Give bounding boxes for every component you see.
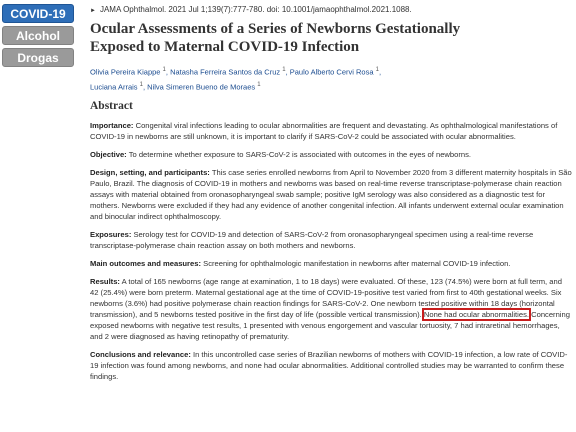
section-text: Serology test for COVID-19 and detection of SARS-CoV-2 from oronasopharyngeal specimen using a real-time reverse transcriptase-polymerase chain reaction assay on both mothers and newborns. (90, 230, 534, 250)
abstract-conclusions (90, 349, 572, 382)
abstract-exposures (90, 229, 572, 251)
section-label: Importance: (90, 121, 134, 130)
caret-right-icon: ► (90, 8, 96, 14)
section-label: Exposures: (90, 230, 132, 239)
section-text: To determine whether exposure to SARS-CoV-2 is associated with outcomes in the eyes of newborns. (128, 150, 472, 159)
affiliation-marker[interactable]: 1 (375, 67, 379, 73)
affiliation-marker[interactable]: 1 (139, 81, 143, 88)
abstract-importance (90, 120, 572, 142)
author-link[interactable]: Natasha Ferreira Santos da Cruz (170, 67, 281, 77)
section-text: Screening for ophthalmologic manifestation in newborns after maternal COVID-19 infection. (203, 259, 511, 268)
abstract-objective (90, 149, 572, 160)
section-label: Conclusions and relevance: (90, 350, 191, 359)
author-link[interactable]: Luciana Arrais (90, 82, 138, 91)
section-label: Results: (90, 277, 120, 286)
nav-button-alcohol[interactable]: Alcohol (2, 26, 74, 45)
section-label: Main outcomes and measures: (90, 259, 201, 268)
nav-button-covid19[interactable]: COVID-19 (2, 4, 74, 23)
article-title: Ocular Assessments of a Series of Newborns Gestationally Exposed to Maternal COVID-19 Infection (90, 21, 461, 55)
section-text: Congenital viral infections leading to ocular abnormalities are frequent and devastating. As ophthalmological manifestations of COVID-19 in newborns are still unknown, it is important to clarify if SARS-CoV-2 could be associated with ocular abnormalities. (90, 121, 558, 141)
citation-text: JAMA Ophthalmol. 2021 Jul 1;139(7):777-780. doi: 10.1001/jamaophthalmol.2021.1088. (99, 5, 412, 14)
topic-nav (2, 4, 76, 70)
section-label: Design, setting, and participants: (90, 168, 210, 177)
affiliation-marker[interactable]: 1 (257, 81, 261, 88)
article-abstract (90, 4, 572, 382)
abstract-heading: Abstract (90, 100, 133, 112)
affiliation-marker[interactable]: 1 (162, 67, 166, 73)
author-link[interactable]: Nilva Simeren Bueno de Moraes (147, 82, 256, 91)
abstract-results (90, 276, 572, 342)
affiliation-marker[interactable]: 1 (282, 67, 286, 73)
section-text: A total of 165 newborns (age range at examination, 1 to 18 days) were evaluated. Of these, 123 (74.5%) were born at full term, and 42 (25.4%) were born preterm. Maternal gestational age at the time of COVID-19-positive test varied from first to 40th gestational weeks. Six newborns (3.6%) had positive polymerase chain reaction findings for SARS-CoV-2. One newborn tested positive within 18 days (horizontal transmission), and 5 newborns tested positive in the first day of life (possible vertical transmission). (90, 277, 562, 319)
section-text: This case series enrolled newborns from April to November 2020 from 3 different maternity hospitals in São Paulo, Brazil. The diagnosis of COVID-19 in mothers and newborns was based on real-time reverse transcriptase-polymerase chain reaction assays with material obtained from oronasopharyngeal swab sample; positive IgM serology was also considered as a diagnostic test for mothers. Newborns were excluded if they had any evidence of another congenital infection. All infants underwent external ocular examination and binocular indirect ophthalmoscopy. (90, 168, 572, 221)
section-text: Concerning exposed newborns with negative test results, 1 presented with venous engorgement and vascular tortuosity, 7 had intraretinal hemorrhages, and 2 were diagnosed as having retinopathy of prematurity. (90, 310, 570, 341)
highlighted-finding: None had ocular abnormalities. (423, 310, 529, 319)
author-list: Olivia Pereira Kiappe $^1$, Natasha Ferreira Santos da Cruz $^1$, Paulo Alberto Cervi Rosa $^1$, Luciana Arrais $^1$, Nilva Simeren Bueno de Moraes $^1$ (90, 67, 382, 91)
citation-line (90, 4, 572, 16)
nav-button-drogas[interactable]: Drogas (2, 48, 74, 67)
section-label: Objective: (90, 150, 127, 159)
abstract-design (90, 167, 572, 222)
author-link[interactable]: Olivia Pereira Kiappe (90, 67, 161, 77)
section-text: In this uncontrolled case series of Brazilian newborns of mothers with COVID-19 infection, a low rate of COVID-19 infection was found among newborns, and none had ocular abnormalities. Additional controlled studies may be warranted to confirm these findings. (90, 350, 568, 381)
abstract-outcomes (90, 258, 572, 269)
author-link[interactable]: Paulo Alberto Cervi Rosa (289, 67, 374, 77)
